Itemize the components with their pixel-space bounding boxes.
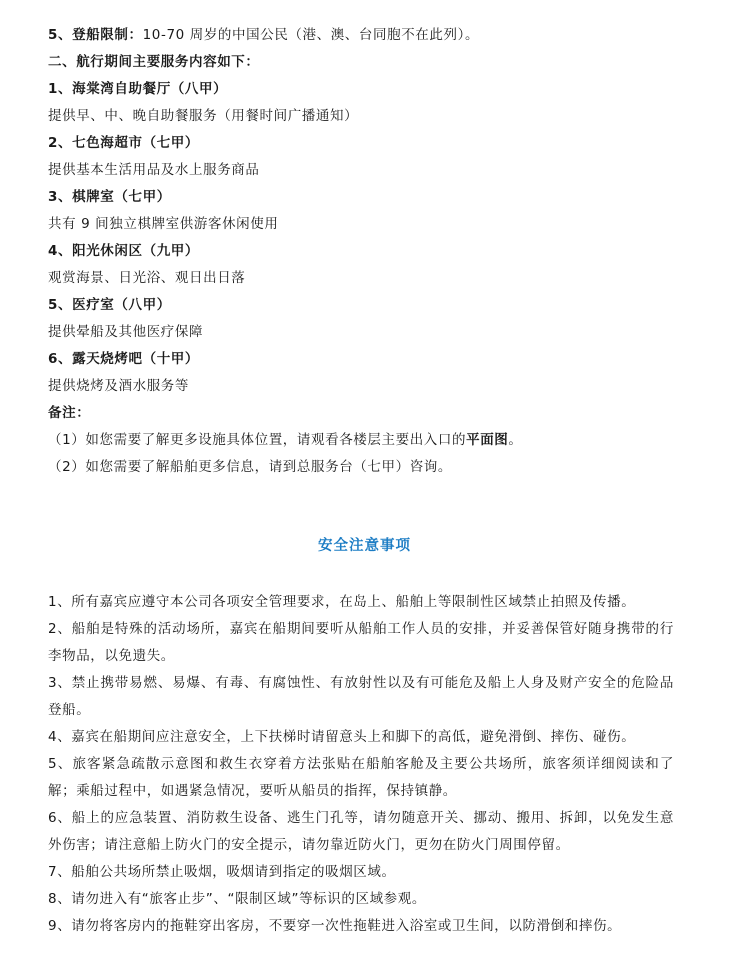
service-desc-medical-room: 提供晕船及其他医疗保障 [48, 324, 204, 340]
safety-item-3: 3、禁止携带易燃、易爆、有毒、有腐蚀性、有放射性以及有可能危及船上人身及财产安全的危险品登船。 [48, 675, 674, 718]
boarding-limit-text: 10-70 周岁的中国公民（港、澳、台同胞不在此列）。 [142, 27, 480, 43]
boarding-limit-label: 5、登船限制： [48, 27, 143, 43]
service-title-sun-deck: 4、阳光休闲区（九甲） [48, 243, 199, 259]
service-desc-supermarket: 提供基本生活用品及水上服务商品 [48, 162, 260, 178]
services-heading: 二、航行期间主要服务内容如下： [48, 54, 260, 70]
note-1 [48, 427, 688, 454]
safety-item-6: 6、船上的应急装置、消防救生设备、逃生门孔等，请勿随意开关、挪动、搬用、拆卸，以免发生意外伤害；请注意船上防火门的安全提示，请勿靠近防火门，更勿在防火门周围停留。 [48, 810, 674, 853]
safety-item-1: 1、所有嘉宾应遵守本公司各项安全管理要求，在岛上、船舶上等限制性区域禁止拍照及传播。 [48, 594, 636, 610]
service-title-bbq-bar: 6、露天烧烤吧（十甲） [48, 351, 199, 367]
service-title-buffet: 1、海棠湾自助餐厅（八甲） [48, 81, 228, 97]
safety-item-8: 8、请勿进入有“旅客止步”、“限制区域”等标识的区域参观。 [48, 891, 426, 907]
boarding-limit-line [48, 22, 688, 49]
note-1-prefix: （1）如您需要了解更多设施具体位置，请观看各楼层主要出入口的 [48, 432, 467, 448]
note-1-suffix: 。 [508, 432, 523, 448]
note-1-floor-plan: 平面图 [466, 432, 509, 448]
safety-item-2: 2、船舶是特殊的活动场所，嘉宾在船期间要听从船舶工作人员的安排，并妥善保管好随身携带的行李物品，以免遗失。 [48, 621, 674, 664]
safety-item-9: 9、请勿将客房内的拖鞋穿出客房，不要穿一次性拖鞋进入浴室或卫生间，以防滑倒和摔伤。 [48, 918, 622, 934]
safety-item-4: 4、嘉宾在船期间应注意安全，上下扶梯时请留意头上和脚下的高低，避免滑倒、摔伤、碰伤。 [48, 729, 636, 745]
safety-item-5: 5、旅客紧急疏散示意图和救生衣穿着方法张贴在船舶客舱及主要公共场所，旅客须详细阅读和了解；乘船过程中，如遇紧急情况，要听从船员的指挥，保持镇静。 [48, 756, 674, 799]
safety-item-7: 7、船舶公共场所禁止吸烟，吸烟请到指定的吸烟区域。 [48, 864, 396, 880]
service-desc-sun-deck: 观赏海景、日光浴、观日出日落 [48, 270, 246, 286]
safety-section [48, 589, 674, 940]
note-2: （2）如您需要了解船舶更多信息，请到总服务台（七甲）咨询。 [48, 459, 452, 475]
service-title-chess-room: 3、棋牌室（七甲） [48, 189, 171, 205]
service-title-medical-room: 5、医疗室（八甲） [48, 297, 171, 313]
service-desc-buffet: 提供早、中、晚自助餐服务（用餐时间广播通知） [48, 108, 359, 124]
service-desc-chess-room: 共有 9 间独立棋牌室供游客休闲使用 [48, 216, 279, 232]
service-desc-bbq-bar: 提供烧烤及酒水服务等 [48, 378, 189, 394]
safety-title: 安全注意事项 [318, 538, 411, 554]
notes-label: 备注： [48, 405, 91, 421]
services-section [48, 22, 688, 481]
service-title-supermarket: 2、七色海超市（七甲） [48, 135, 199, 151]
